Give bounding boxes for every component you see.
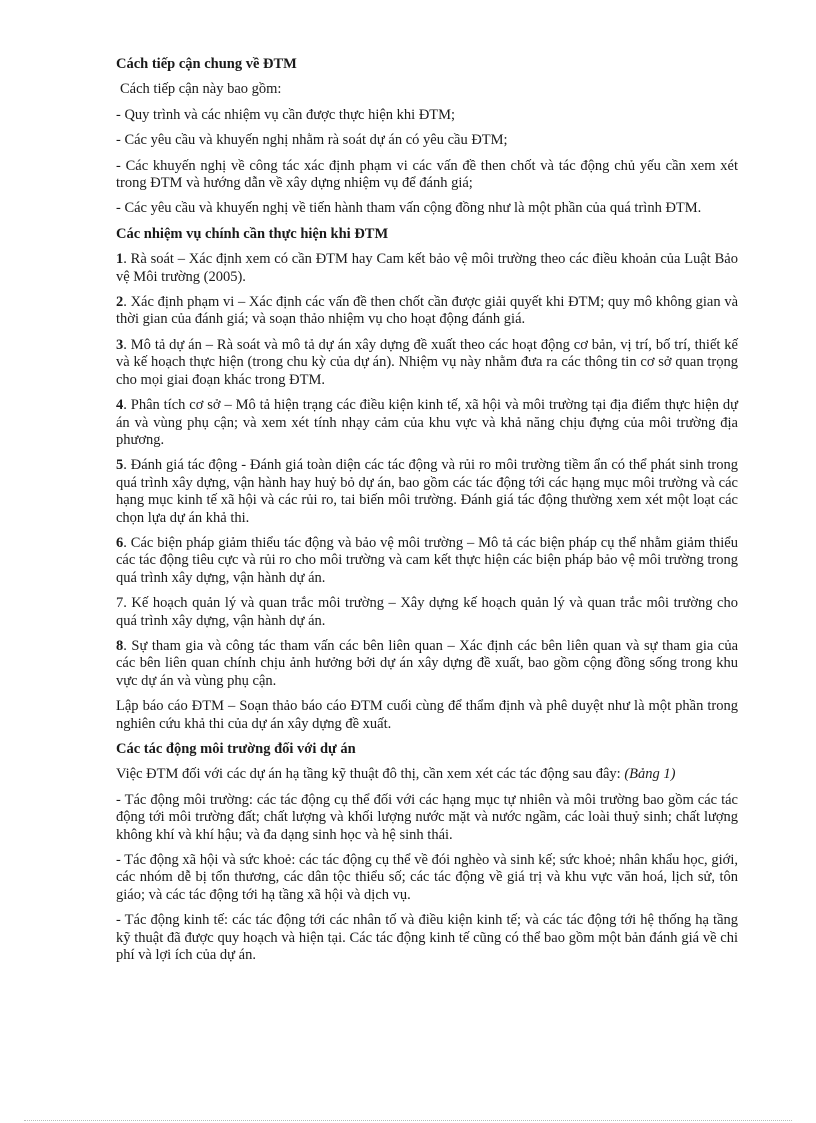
bullet-item: - Tác động môi trường: các tác động cụ thể đối với các hạng mục tự nhiên và môi trường bao gồm các tác động tới môi trường đất; chất lượng và khối lượng nước mặt và nước ngầm, các loài thuỷ sinh; chất lượng không khí và khí hậu; và đa dạng sinh học và hệ sinh thái. bbox=[116, 791, 738, 843]
task-item bbox=[116, 457, 738, 527]
task-number: 4 bbox=[116, 397, 124, 414]
bullet-item: - Tác động kinh tế: các tác động tới các nhân tố và điều kiện kinh tế; và các tác động tới hệ thống hạ tầng kỹ thuật đã được quy hoạch và hiện tại. Các tác động kinh tế cũng có thể bao gồm một bản đánh giá về chi phí và lợi ích của dự án. bbox=[116, 912, 738, 964]
bullet-item: - Các yêu cầu và khuyến nghị nhằm rà soát dự án có yêu cầu ĐTM; bbox=[116, 132, 508, 149]
task-number: 2 bbox=[116, 294, 124, 311]
task-number: 6 bbox=[116, 534, 124, 551]
task-item bbox=[116, 251, 738, 286]
task-text: . Đánh giá tác động - Đánh giá toàn diện các tác động và rủi ro môi trường tiềm ẩn có thể phát sinh trong quá trình xây dựng, vận hành hay huỷ bỏ dự án, bao gồm các tác động tới các hạng mục môi trường và các hạng mục kinh tế xã hội và các rủi ro, tai biến môi trường. Đánh giá tác động thường xem xét một loạt các chọn lựa dự án khả thi. bbox=[116, 457, 738, 526]
intro-text: Việc ĐTM đối với các dự án hạ tầng kỹ thuật đô thị, cần xem xét các tác động sau đây: bbox=[116, 766, 625, 783]
section-heading-impacts: Các tác động môi trường đối với dự án bbox=[116, 741, 356, 757]
section-intro-approach: Cách tiếp cận này bao gồm: bbox=[120, 81, 282, 98]
bullet-item: - Các khuyến nghị về công tác xác định phạm vi các vấn đề then chốt và tác động chủ yếu cần xem xét trong ĐTM và hướng dẫn về xây dựng nhiệm vụ để đánh giá; bbox=[116, 157, 738, 192]
task-text: . Mô tả dự án – Rà soát và mô tả dự án xây dựng đề xuất theo các hoạt động cơ bản, vị trí, bố trí, thiết kế và kế hoạch thực hiện (trong chu kỳ của dự án). Nhiệm vụ này nhằm đưa ra các thông tin cơ sở quan trọng cho mọi giai đoạn khác trong ĐTM. bbox=[116, 336, 738, 388]
task-item bbox=[116, 638, 738, 690]
task-item bbox=[116, 535, 738, 587]
document-page bbox=[116, 56, 738, 972]
task-number: 5 bbox=[116, 457, 124, 474]
page-bottom-divider bbox=[24, 1120, 792, 1121]
task-text: . Rà soát – Xác định xem có cần ĐTM hay Cam kết bảo vệ môi trường theo các điều khoản của Luật Bảo vệ Môi trường (2005). bbox=[116, 251, 738, 285]
table-reference: (Bảng 1) bbox=[624, 766, 676, 783]
task-number: 8 bbox=[116, 637, 124, 654]
task-item bbox=[116, 595, 738, 630]
task-text: . Phân tích cơ sở – Mô tả hiện trạng các điều kiện kinh tế, xã hội và môi trường tại địa điểm thực hiện dự án và vùng phụ cận; và xem xét tính nhạy cảm của khu vực và khả năng chịu đựng của môi trường địa phương. bbox=[116, 397, 738, 448]
task-text: 7. Kế hoạch quản lý và quan trắc môi trường – Xây dựng kế hoạch quản lý và quan trắc môi trường cho quá trình xây dựng, vận hành dự án. bbox=[116, 595, 738, 629]
task-text: . Sự tham gia và công tác tham vấn các bên liên quan – Xác định các bên liên quan và sự tham gia của các bên liên quan chính chịu ảnh hưởng bởi dự án xây dựng đề xuất, bao gồm cộng đồng sống trong khu vực dự án và vùng phụ cận. bbox=[116, 637, 738, 689]
task-item bbox=[116, 294, 738, 329]
bullet-item: - Tác động xã hội và sức khoẻ: các tác động cụ thể về đói nghèo và sinh kế; sức khoẻ; nhân khẩu học, giới, các nhóm dễ bị tổn thương, các dân tộc thiểu số; các tác động về giá trị và khu vực văn hoá, lịch sử, tôn giáo; và các tác động tới hạ tầng xã hội và dịch vụ. bbox=[116, 852, 738, 903]
section-heading-tasks: Các nhiệm vụ chính cần thực hiện khi ĐTM bbox=[116, 225, 389, 242]
section-intro-impacts bbox=[116, 766, 738, 783]
task-text: . Xác định phạm vi – Xác định các vấn đề then chốt cần được giải quyết khi ĐTM; quy mô không gian và thời gian của đánh giá; và soạn thảo nhiệm vụ cho hoạt động đánh giá. bbox=[116, 294, 738, 328]
task-item bbox=[116, 337, 738, 389]
bullet-item: - Các yêu cầu và khuyến nghị về tiến hành tham vấn cộng đồng như là một phần của quá trình ĐTM. bbox=[116, 200, 702, 217]
task-item bbox=[116, 397, 738, 449]
bullet-item: - Quy trình và các nhiệm vụ cần được thực hiện khi ĐTM; bbox=[116, 106, 456, 123]
section-heading-approach: Cách tiếp cận chung về ĐTM bbox=[116, 56, 297, 72]
task-number: 3 bbox=[116, 336, 124, 353]
task-text: Lập báo cáo ĐTM – Soạn thảo báo cáo ĐTM cuối cùng để thẩm định và phê duyệt như là một phần trong nghiên cứu khả thi của dự án xây dựng đề xuất. bbox=[116, 698, 738, 732]
task-text: . Các biện pháp giảm thiểu tác động và bảo vệ môi trường – Mô tả các biện pháp cụ thể nhằm giảm thiểu các tác động tiêu cực và rủi ro cho môi trường và cam kết thực hiện các biện pháp bảo vệ môi trường trong quá trình xây dựng, vận hành dự án. bbox=[116, 534, 738, 586]
task-item bbox=[116, 698, 738, 733]
task-number: 1 bbox=[116, 251, 124, 268]
